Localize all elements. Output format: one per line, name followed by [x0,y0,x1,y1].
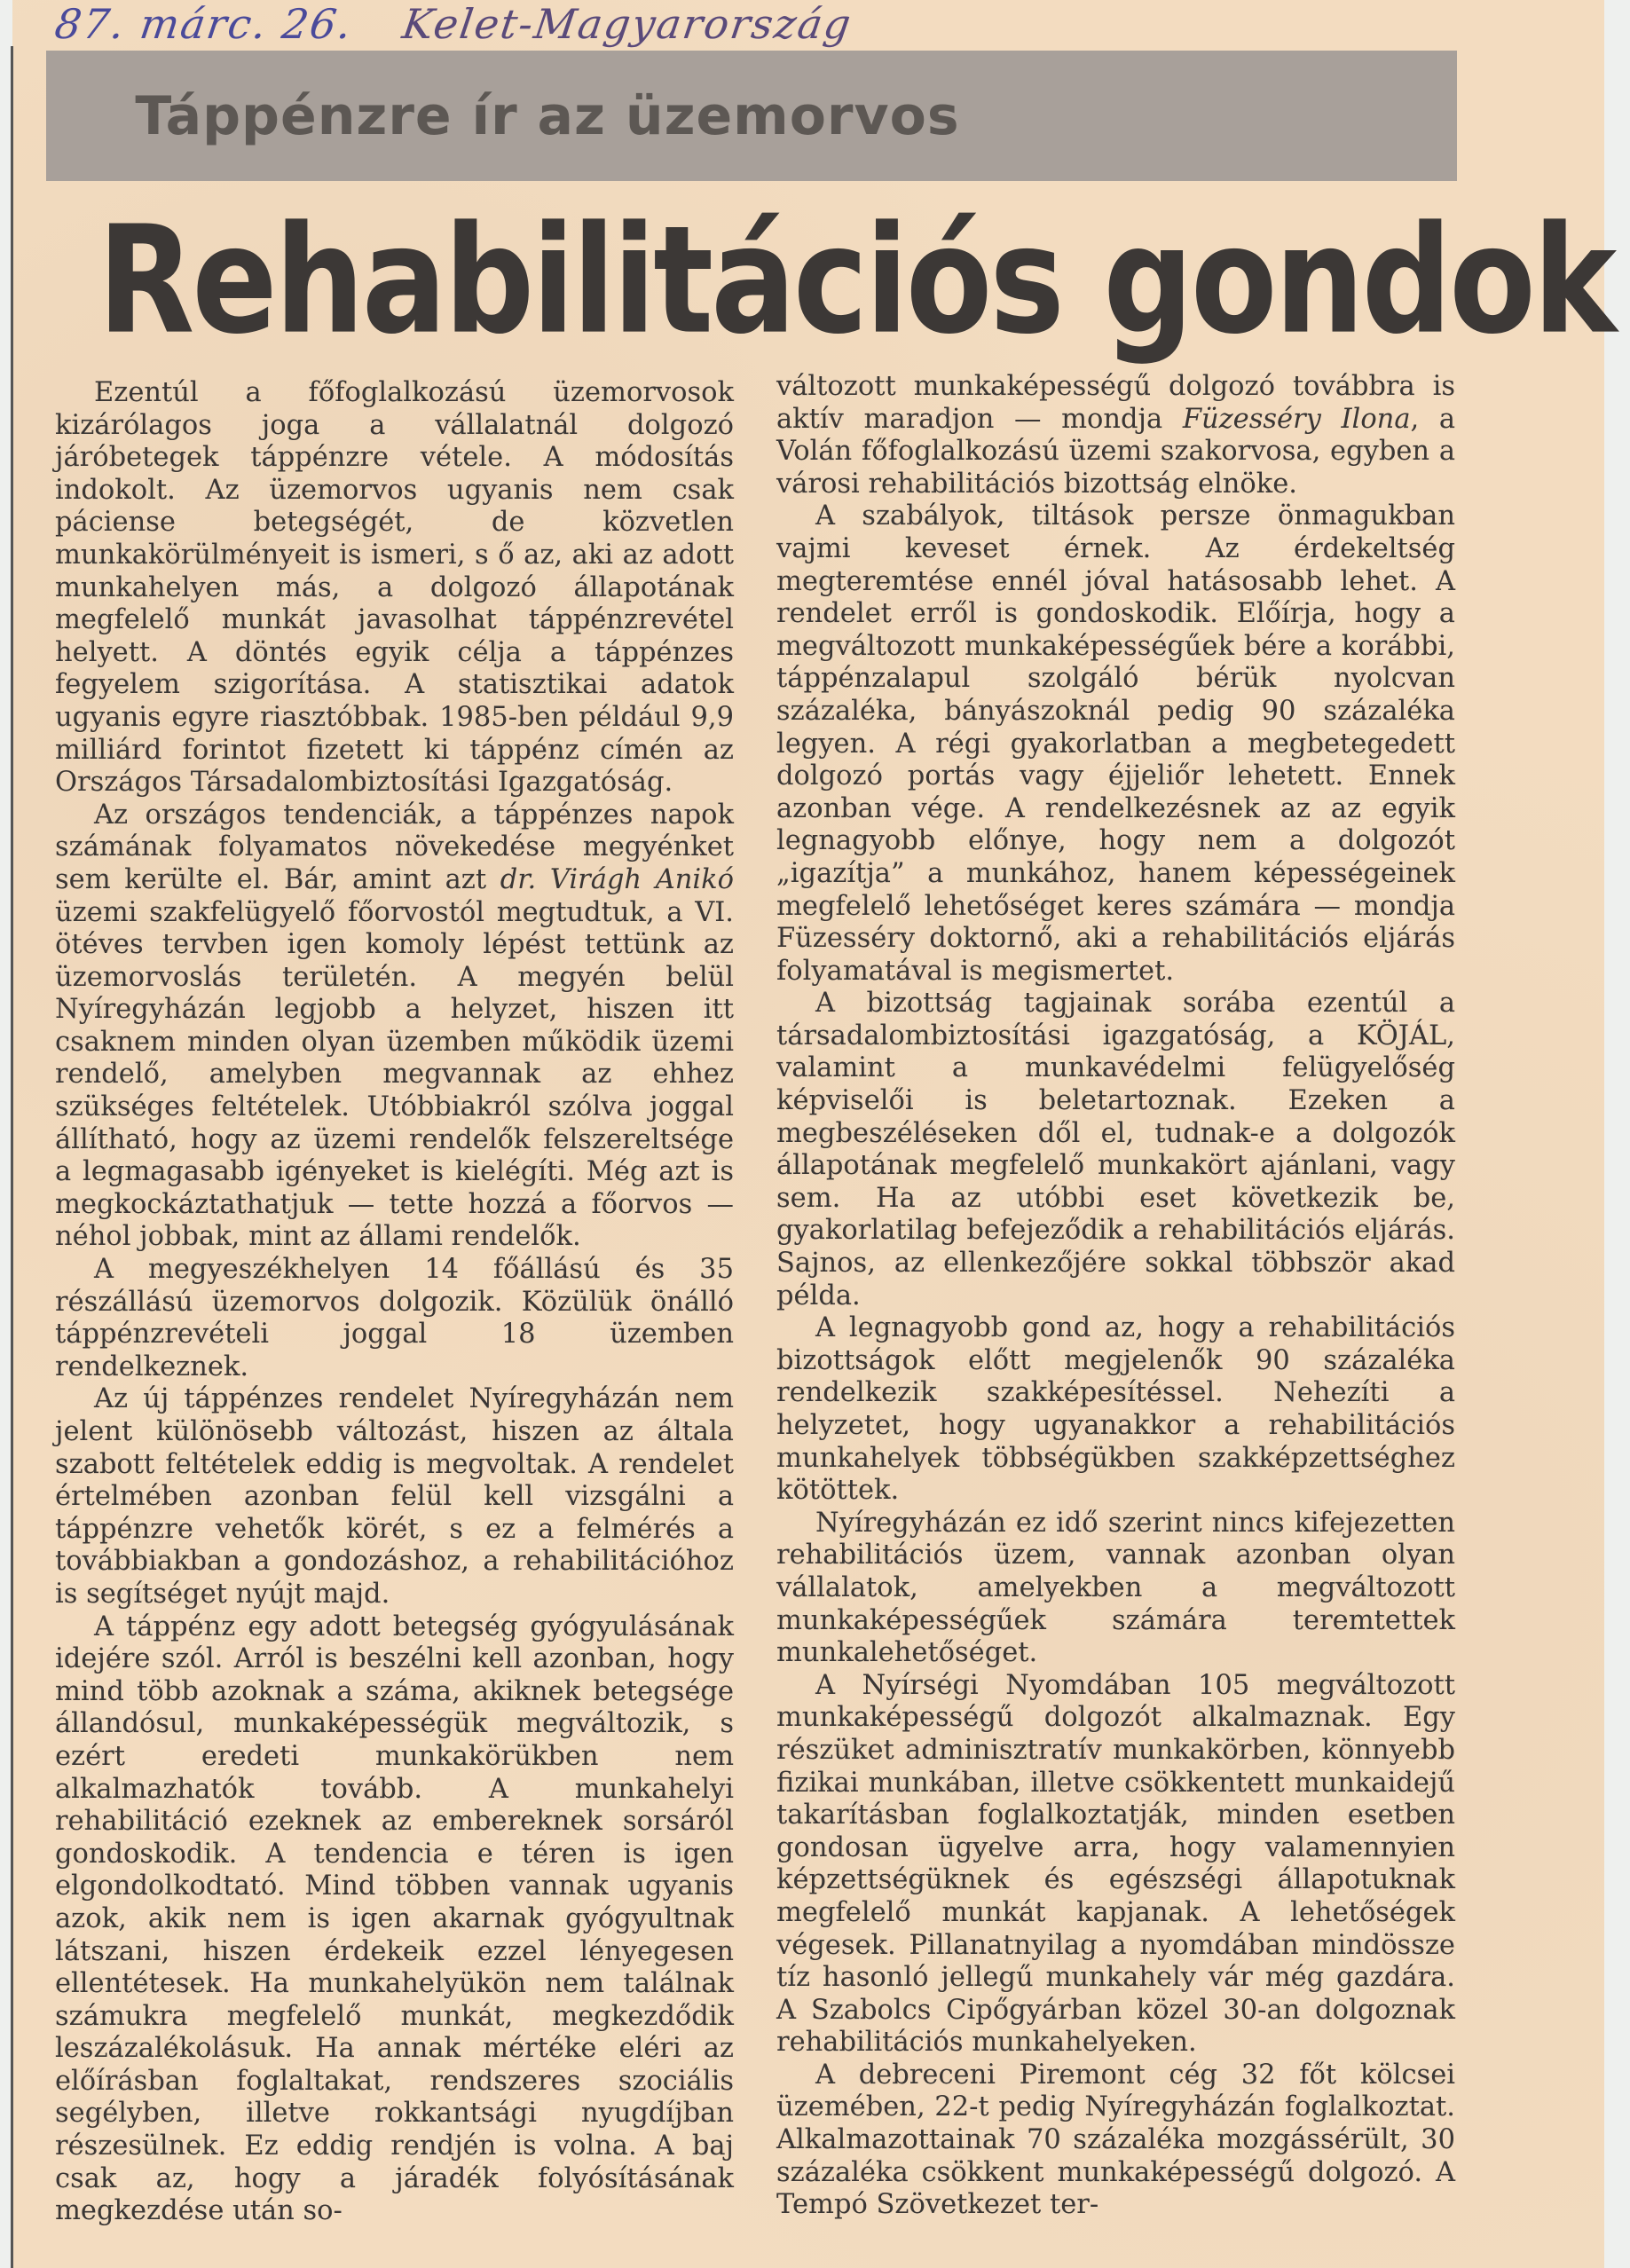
handwritten-date: 87. márc. 26. [51,0,357,48]
handwritten-source: Kelet-Magyarország [399,0,855,48]
article-paragraph: Ezentúl a főfoglalkozású üzemorvosok kizárólagos joga a vállalatnál dolgozó járóbetegek táppénzre vétele. A módosítás indokolt. Az üzemorvos ugyanis nem csak páciense betegségét, de közvetlen munkakörülményeit is ismeri, s ő az, aki az adott munkahelyen más, a dolgozó állapotának megfelelő munkát javasolhat táppénzrevétel helyett. A döntés egyik célja a táppénzes fegyelem szigorítása. A statisztikai adatok ugyanis egyre riasztóbbak. 1985-ben például 9,9 milliárd forintot fizetett ki táppénz címén az Országos Társadalombiztosítási Igazgatóság. [55,377,734,799]
article-paragraph: A legnagyobb gond az, hogy a rehabilitációs bizottságok előtt megjelenők 90 százaléka rendelkezik szakképesítéssel. Nehezíti a helyzetet, hogy ugyanakkor a rehabilitációs munkahelyek többségükben szakképzettséghez kötöttek. [776,1312,1455,1507]
article-paragraph: A táppénz egy adott betegség gyógyulásának idejére szól. Arról is beszélni kell azonban, hogy mind több azoknak a száma, akiknek betegsége állandósul, munkaképességük megváltozik, s ezért eredeti munkakörükben nem alkalmazhatók tovább. A munkahelyi rehabilitáció ezeknek az embereknek sorsáról gondoskodik. A tendencia e téren is igen elgondolkodtató. Mind többen vannak ugyanis azok, akik nem is igen akarnak gyógyultnak látszani, hiszen érdekeik ezzel lényegesen ellentétesek. Ha munkahelyükön nem találnak számukra megfelelő munkát, megkezdődik leszázalékolásuk. Ha annak mértéke eléri az előírásban foglaltakat, rendszeres szociális segélyben, illetve rokkantsági nyugdíjban részesülnek. Ez eddig rendjén is volna. A baj csak az, hogy a járadék folyósításának megkezdése után so- [55,1610,734,2227]
article-paragraph: A megyeszékhelyen 14 főállású és 35 részállású üzemorvos dolgozik. Közülük önálló táppénzrevételi joggal 18 üzemben rendelkeznek. [55,1254,734,1382]
article-paragraph: A Nyírségi Nyomdában 105 megváltozott munkaképességű dolgozót alkalmaznak. Egy részüket adminisztratív munkakörben, könnyebb fizikai munkában, illetve csökkentett munkaidejű takarításban foglalkoztatják, minden esetben gondosan ügyelve arra, hogy valamennyien képzettségüknek és egészségi állapotuknak megfelelő munkát kapjanak. A lehetőségek végesek. Pillanatnyilag a nyomdában mindössze tíz hasonló jellegű munkahely vár még gazdára. A Szabolcs Cipőgyárban közel 30-an dolgoznak rehabilitációs munkahelyeken. [776,1669,1455,2059]
person-name: dr. Virágh Anikó [500,863,734,895]
clipping-edge-line [11,46,13,2268]
article-paragraph: Az országos tendenciák, a táppénzes napok számának folyamatos növekedése megyénket sem kerülte el. Bár, amint azt dr. Virágh Anikó üzemi szakfelügyelő főorvostól megtudtuk, a VI. ötéves tervben igen komoly lépést tettünk az üzemorvoslás területén. A megyén belül Nyíregyházán legjobb a helyzet, hiszen itt csaknem minden olyan üzemben működik üzemi rendelő, amelyben megvannak az ehhez szükséges feltételek. Utóbbiakról szólva joggal állítható, hogy az üzemi rendelők felszereltsége a legmagasabb igényeket is kielégíti. Még azt is megkockáztathatjuk — tette hozzá a főorvos — néhol jobbak, mint az állami rendelők. [55,799,734,1253]
article-paragraph: A bizottság tagjainak sorába ezentúl a társadalombiztosítási igazgatóság, a KÖJÁL, valamint a munkavédelmi felügyelőség képviselői is beletartoznak. Ezeken a megbeszéléseken dől el, tudnak-e a dolgozók állapotának megfelelő munkakört ajánlani, vagy sem. Ha az utóbbi eset következik be, gyakorlatilag befejeződik a rehabilitációs eljárás. Sajnos, az ellenkezőjére sokkal többször akad példa. [776,988,1455,1311]
article-paragraph: A debreceni Piremont cég 32 főt kölcsei üzemében, 22-t pedig Nyíregyházán foglalkoztat. Alkalmazottainak 70 százaléka mozgássérült, 30 százaléka csökkent munkaképességű dolgozó. A Tempó Szövetkezet ter- [776,2059,1455,2221]
article-column-left [55,377,734,2228]
kicker-banner [46,51,1457,181]
kicker-title: Táppénzre ír az üzemorvos [135,84,960,147]
article-paragraph: Az új táppénzes rendelet Nyíregyházán nem jelent különösebb változást, hiszen az általa szabott feltételek eddig is megvoltak. A rendelet értelmében azonban felül kell vizsgálni a táppénzre vehetők körét, s ez a felmérés a továbbiakban a gondozáshoz, a rehabilitációhoz is segítséget nyújt majd. [55,1383,734,1610]
article-headline: Rehabilitációs gondok [98,194,1615,367]
article-paragraph: A szabályok, tiltások persze önmagukban vajmi keveset érnek. Az érdekeltség megteremtése ennél jóval hatásosabb lehet. A rendelet erről is gondoskodik. Előírja, hogy a megváltozott munkaképességűek bére a korábbi, táppénzalapul szolgáló bérük nyolcvan százaléka, bányászoknál pedig 90 százaléka legyen. A régi gyakorlatban a megbetegedett dolgozó portás vagy éjjeliőr lehetett. Ennek azonban vége. A rendelkezésnek az az egyik legnagyobb előnye, hogy nem a dolgozót „igazítja” a munkához, hanem képességeinek megfelelő lehetőséget keres számára — mondja Füzesséry doktornő, aki a rehabilitációs eljárás folyamatával is megismertet. [776,500,1455,987]
article-column-right [776,371,1455,2222]
handwritten-annotation [51,0,855,53]
person-name: Füzesséry Ilona [1182,403,1411,435]
article-paragraph: Nyíregyházán ez idő szerint nincs kifejezetten rehabilitációs üzem, vannak azonban olyan vállalatok, amelyekben a megváltozott munkaképességűek számára teremtettek munkalehetőséget. [776,1507,1455,1669]
article-paragraph: változott munkaképességű dolgozó továbbra is aktív maradjon — mondja Füzesséry Ilona, a Volán főfoglalkozású üzemi szakorvosa, egyben a városi rehabilitációs bizottság elnöke. [776,371,1456,500]
